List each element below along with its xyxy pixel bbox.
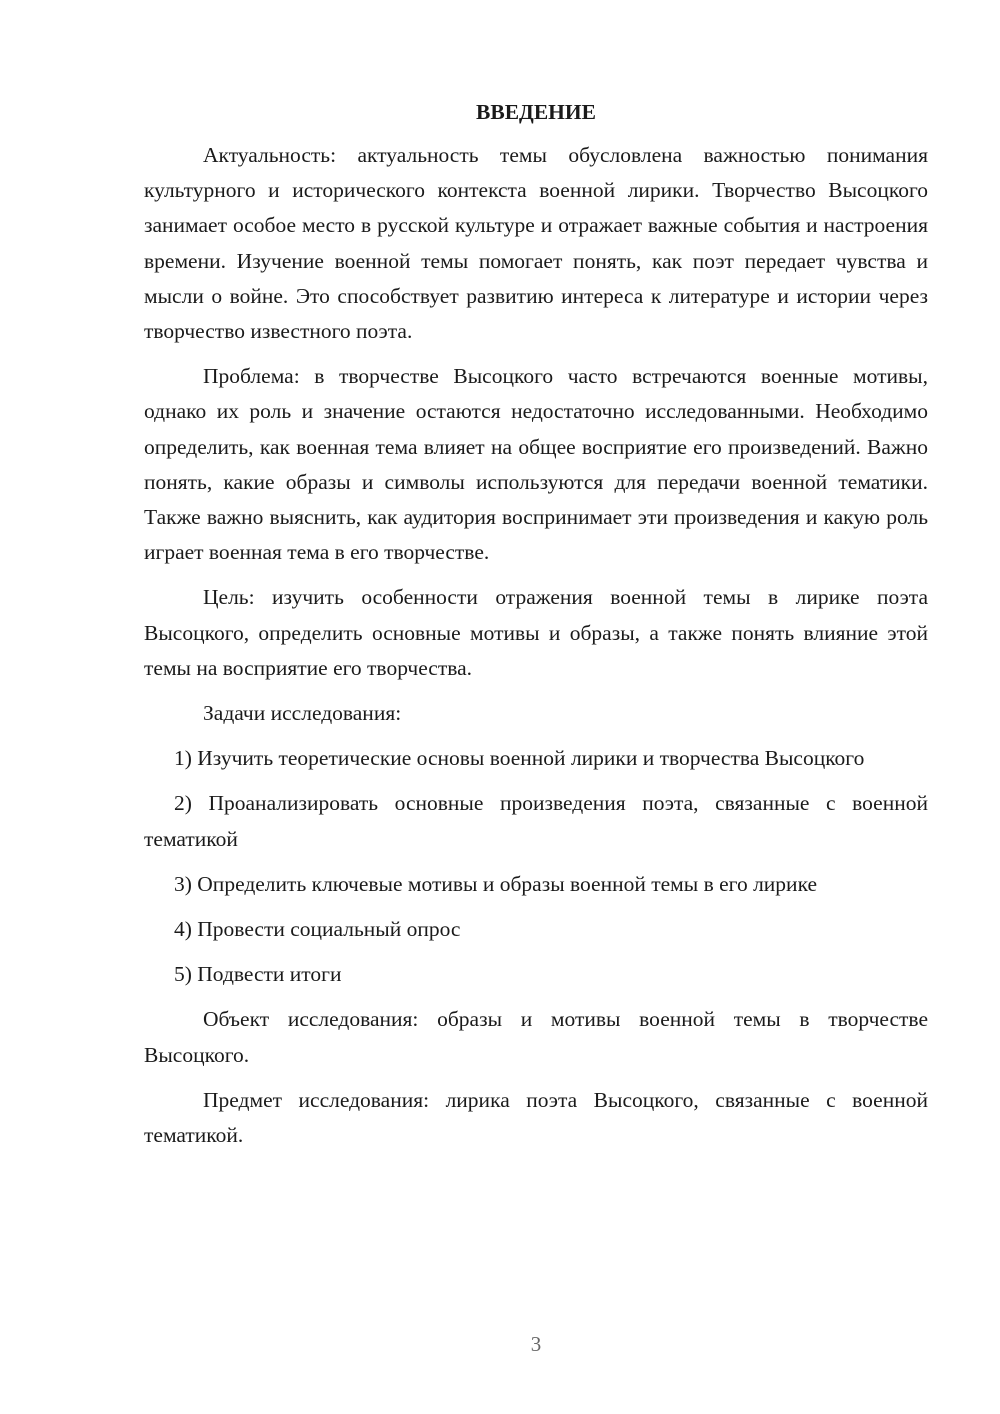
research-object-paragraph: Объект исследования: образы и мотивы военной темы в творчестве Высоцкого. (144, 1007, 928, 1067)
task-item-1: 1) Изучить теоретические основы военной лирики и творчества Высоцкого (174, 746, 865, 771)
goal-paragraph: Цель: изучить особенности отражения военной темы в лирике поэта Высоцкого, определить основные мотивы и образы, а также понять влияние этой темы на восприятие его творчества. (144, 585, 928, 680)
task-item-4: 4) Провести социальный опрос (174, 917, 461, 942)
tasks-heading: Задачи исследования: (203, 701, 402, 726)
page-title: ВВЕДЕНИЕ (476, 100, 596, 124)
task-item-3: 3) Определить ключевые мотивы и образы военной темы в его лирике (174, 871, 818, 896)
page-number: 3 (530, 1332, 542, 1356)
document-page (144, 96, 928, 1163)
problem-paragraph: Проблема: в творчестве Высоцкого часто встречаются военные мотивы, однако их роль и значение остаются недостаточно исследованными. Необходимо определить, как военная тема влияет на общее восприятие его произведений. Важно понять, какие образы и символы используются для передачи военной тематики. Также важно выяснить, как аудитория воспринимает эти произведения и какую роль играет военная тема в его творчестве. (144, 364, 928, 565)
task-item-5: 5) Подвести итоги (174, 962, 342, 987)
research-subject-paragraph: Предмет исследования: лирика поэта Высоцкого, связанные с военной тематикой. (144, 1087, 928, 1148)
relevance-paragraph: Актуальность: актуальность темы обусловлена важностью понимания культурного и исторического контекста военной лирики. Творчество Высоцкого занимает особое место в русской культуре и отражает важные события и настроения времени. Изучение военной темы помогает понять, как поэт передает чувства и мысли о войне. Это способствует развитию интереса к литературе и истории через творчество известного поэта. (144, 143, 928, 344)
task-item-2: 2) Проанализировать основные произведения поэта, связанные с военной тематикой (144, 791, 928, 851)
